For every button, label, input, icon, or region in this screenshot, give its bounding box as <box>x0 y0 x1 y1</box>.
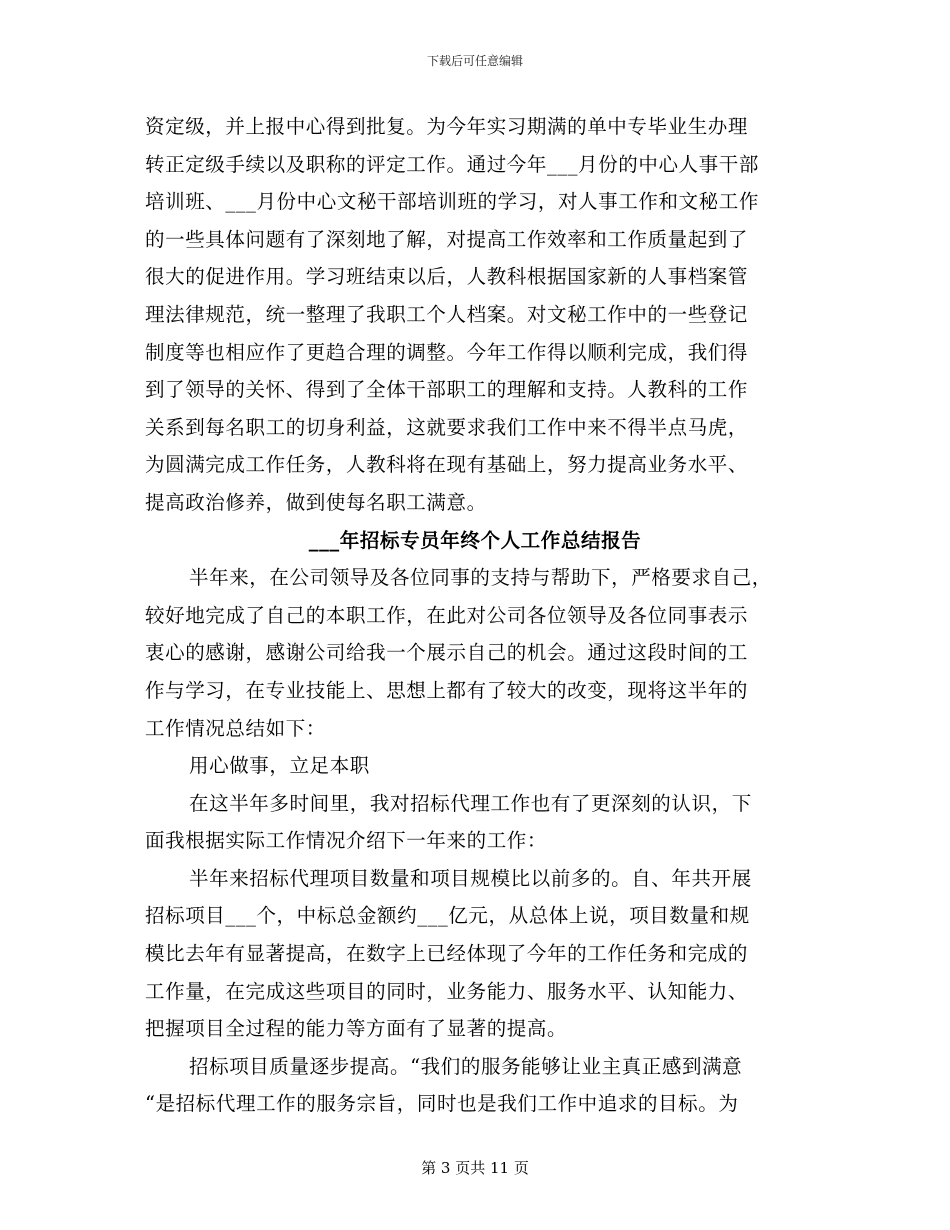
section-title: ___年招标专员年终个人工作总结报告 <box>308 528 642 552</box>
text-line: 衷心的感谢，感谢公司给我一个展示自己的机会。通过这段时间的工 <box>145 641 749 665</box>
text-line: 工作情况总结如下： <box>145 716 326 740</box>
text-line: 提高政治修养，做到使每名职工满意。 <box>145 490 487 514</box>
text-line: 到了领导的关怀、得到了全体干部职工的理解和支持。人教科的工作 <box>145 378 749 402</box>
subheading: 用心做事，立足本职 <box>189 754 370 778</box>
text-line: 把握项目全过程的能力等方面有了显著的提高。 <box>145 1017 568 1041</box>
text-line: 半年来招标代理项目数量和项目规模比以前多的。自、年共开展 <box>189 866 752 890</box>
text-line: 理法律规范，统一整理了我职工个人档案。对文秘工作中的一些登记 <box>145 302 749 326</box>
text-line: 招标项目质量逐步提高。“我们的服务能够让业主真正感到满意 <box>189 1054 743 1078</box>
text-line: 面我根据实际工作情况介绍下一年来的工作： <box>145 829 548 853</box>
text-line: 培训班、___月份中心文秘干部培训班的学习，对人事工作和文秘工作 <box>145 190 759 214</box>
text-line: 很大的促进作用。学习班结束以后，人教科根据国家新的人事档案管 <box>145 265 749 289</box>
text-line: 招标项目___个，中标总金额约___亿元，从总体上说，项目数量和规 <box>145 904 750 928</box>
page-number: 第 3 页共 11 页 <box>421 1159 529 1177</box>
text-line: 的一些具体问题有了深刻地了解，对提高工作效率和工作质量起到了 <box>145 227 749 251</box>
text-line: 工作量，在完成这些项目的同时，业务能力、服务水平、认知能力、 <box>145 979 749 1003</box>
text-line: 半年来，在公司领导及各位同事的支持与帮助下，严格要求自己， <box>189 566 772 590</box>
text-line: 作与学习，在专业技能上、思想上都有了较大的改变，现将这半年的 <box>145 678 749 702</box>
text-line: 关系到每名职工的切身利益，这就要求我们工作中来不得半点马虎， <box>145 415 749 439</box>
text-line: 在这半年多时间里，我对招标代理工作也有了更深刻的认识，下 <box>189 791 752 815</box>
text-line: 模比去年有显著提高，在数字上已经体现了今年的工作任务和完成的 <box>145 942 749 966</box>
text-line: 资定级，并上报中心得到批复。为今年实习期满的单中专毕业生办理 <box>145 115 749 138</box>
document-body <box>145 108 805 1123</box>
text-line: “是招标代理工作的服务宗旨，同时也是我们工作中追求的目标。为 <box>145 1092 739 1116</box>
text-line: 为圆满完成工作任务，人教科将在现有基础上，努力提高业务水平、 <box>145 453 749 477</box>
text-line: 较好地完成了自己的本职工作，在此对公司各位领导及各位同事表示 <box>145 603 749 627</box>
page-header: 下载后可任意编辑 <box>426 54 523 68</box>
text-line: 制度等也相应作了更趋合理的调整。今年工作得以顺利完成，我们得 <box>145 340 749 364</box>
text-line: 转正定级手续以及职称的评定工作。通过今年___月份的中心人事干部 <box>145 152 759 176</box>
